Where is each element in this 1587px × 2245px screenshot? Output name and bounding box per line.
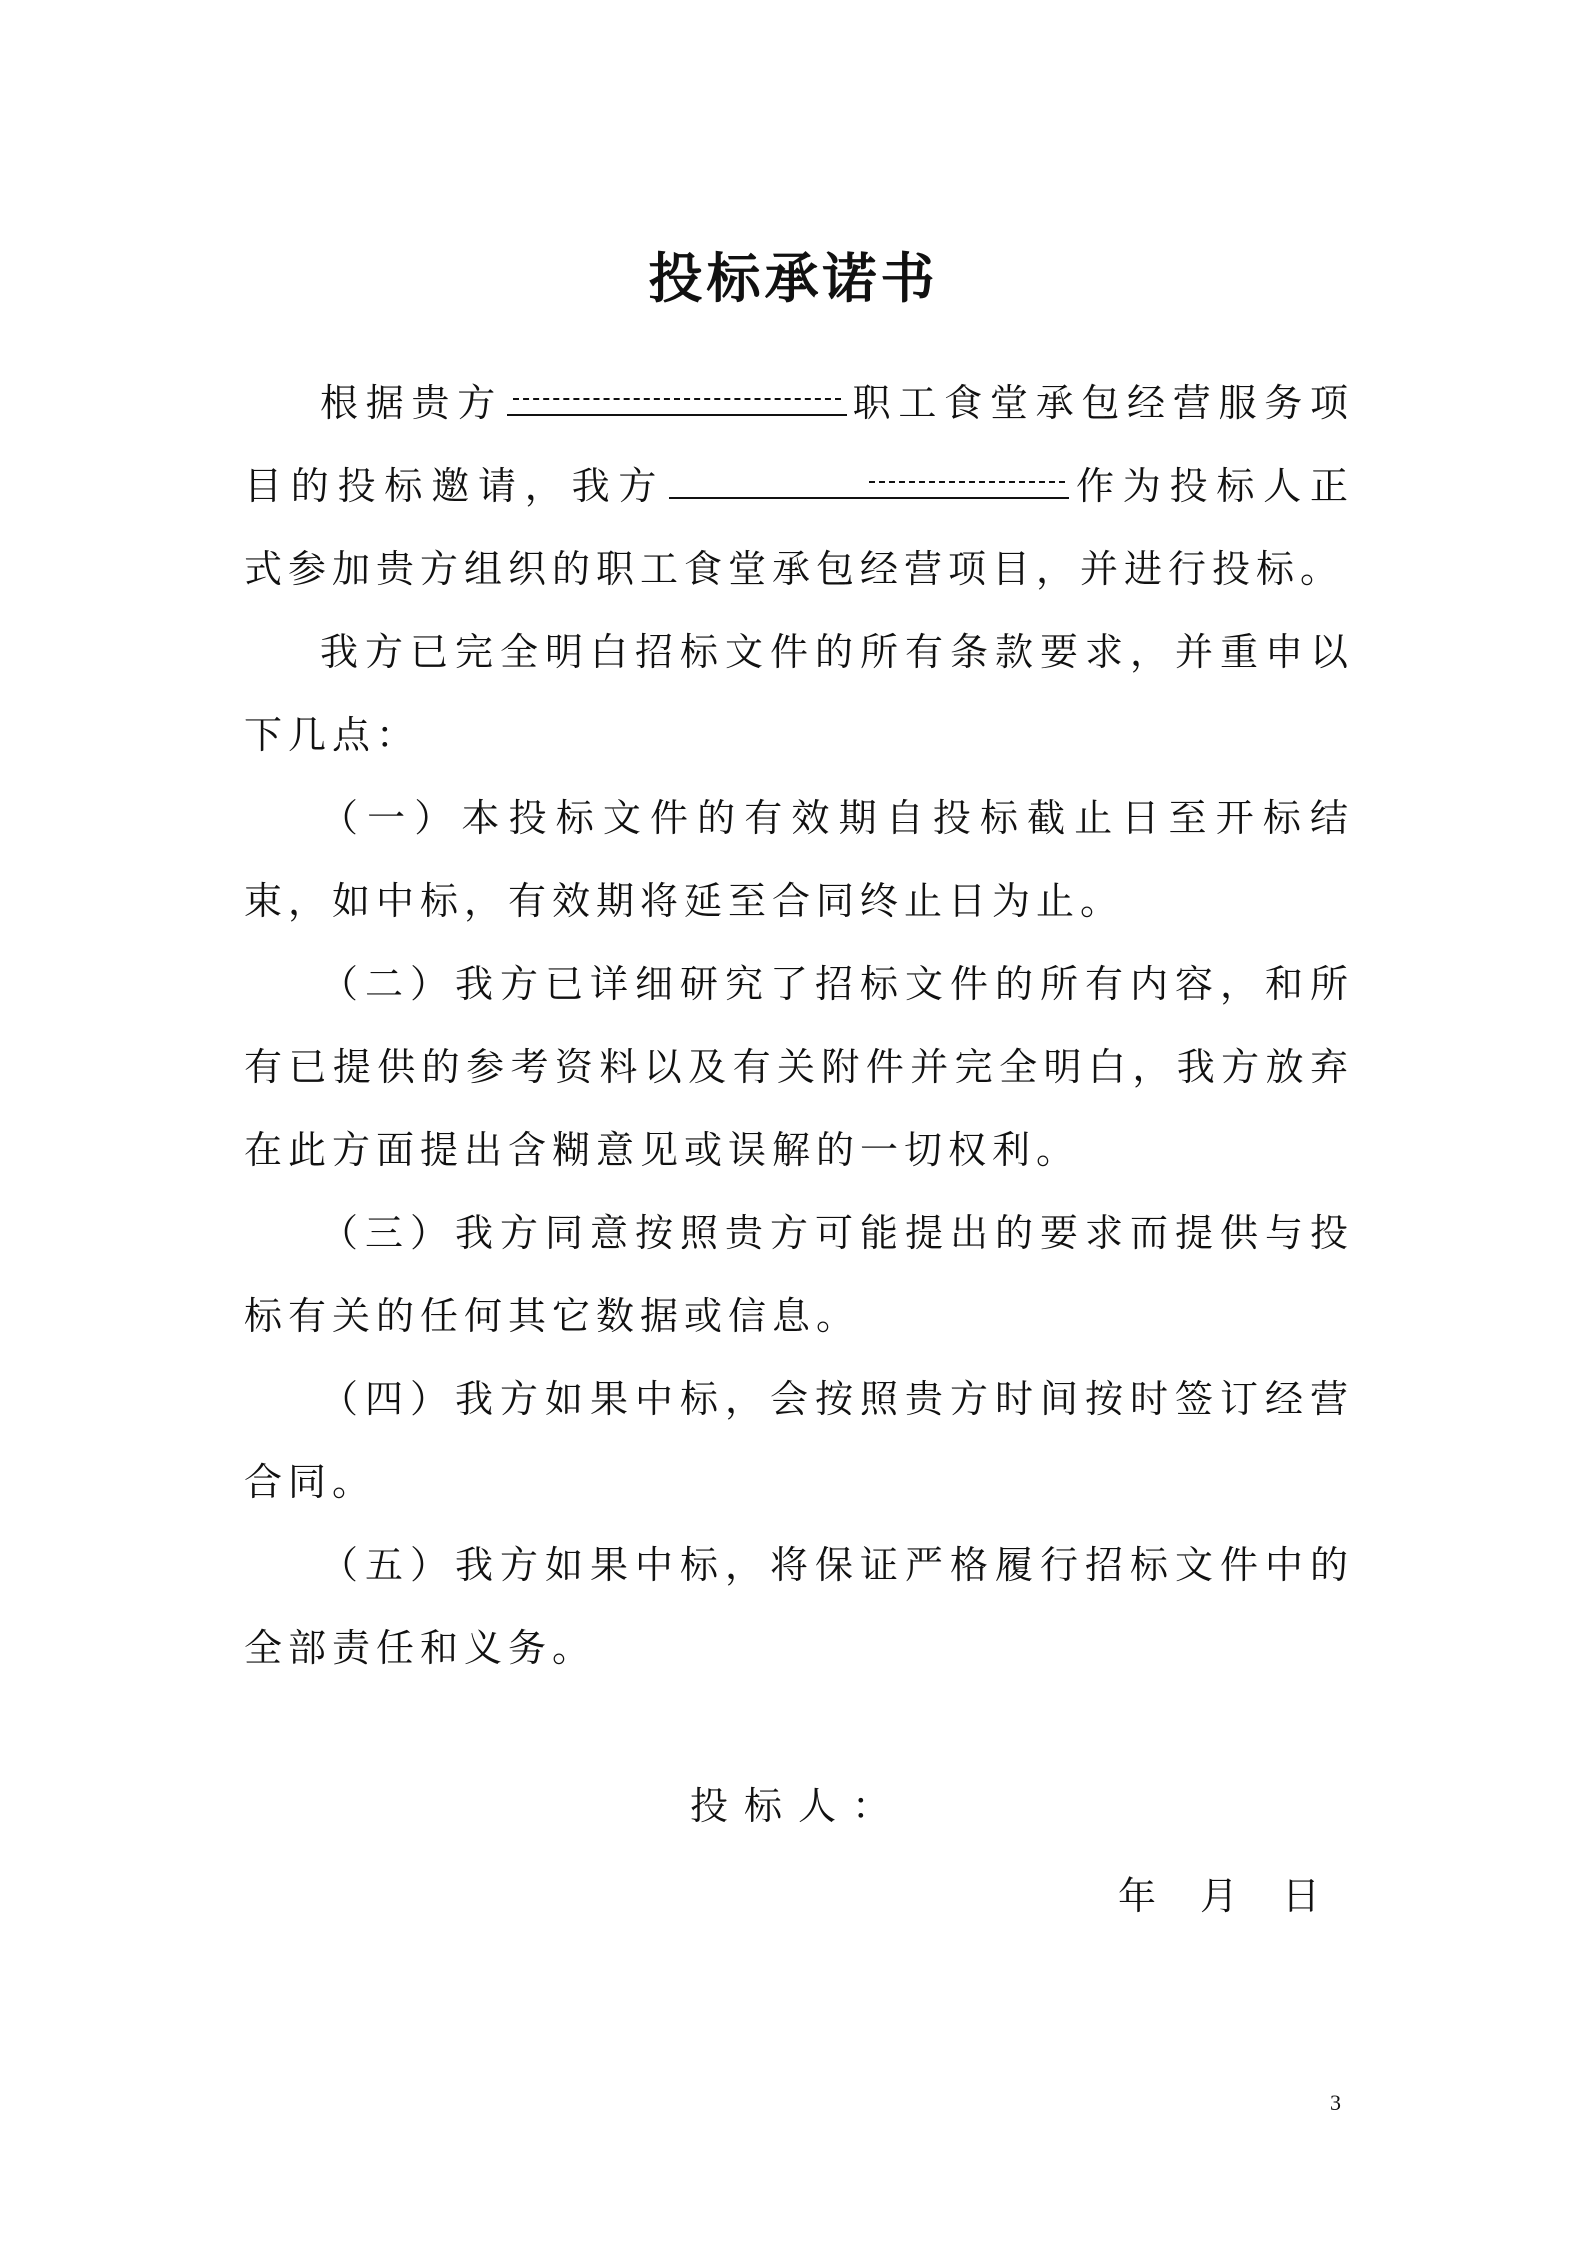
tenderer-name-blank bbox=[507, 384, 847, 416]
item-paragraph-3: （三）我方同意按照贵方可能提出的要求而提供与投标有关的任何其它数据或信息。 bbox=[244, 1211, 1354, 1338]
item-paragraph-2: （二）我方已详细研究了招标文件的所有内容，和所有已提供的参考资料以及有关附件并完全明白，我方放弃在此方面提出含糊意见或误解的一切权利。 bbox=[244, 962, 1354, 1172]
date-day: 日 bbox=[1282, 1874, 1321, 1918]
item-paragraph-5: （五）我方如果中标，将保证严格履行招标文件中的全部责任和义务。 bbox=[244, 1543, 1354, 1670]
date-year: 年 bbox=[1118, 1874, 1157, 1918]
bidder-name-blank bbox=[669, 467, 1069, 499]
statement-paragraph: 我方已完全明白招标文件的所有条款要求，并重申以下几点： bbox=[244, 630, 1354, 757]
page-number: 3 bbox=[1330, 2090, 1341, 2115]
intro-text-3: 作为投标人正式参加贵方组织的职工食堂承包经营项目，并进行投标。 bbox=[244, 464, 1354, 591]
document-title: 投标承诺书 bbox=[648, 246, 939, 310]
item-paragraph-4: （四）我方如果中标，会按照贵方时间按时签订经营合同。 bbox=[244, 1377, 1354, 1504]
intro-text-1: 根据贵方 bbox=[320, 381, 503, 425]
item-paragraph-1: （一）本投标文件的有效期自投标截止日至开标结束，如中标，有效期将延至合同终止日为止。 bbox=[244, 796, 1354, 923]
intro-text-2: 职工食堂承包经营服务项目的投标邀请，我方 bbox=[244, 381, 1354, 508]
date-line bbox=[1118, 1866, 1364, 1926]
document-body bbox=[244, 362, 1354, 1690]
intro-paragraph bbox=[244, 362, 1354, 611]
signer-label: 投标人： bbox=[690, 1784, 907, 1828]
date-month: 月 bbox=[1200, 1874, 1239, 1918]
